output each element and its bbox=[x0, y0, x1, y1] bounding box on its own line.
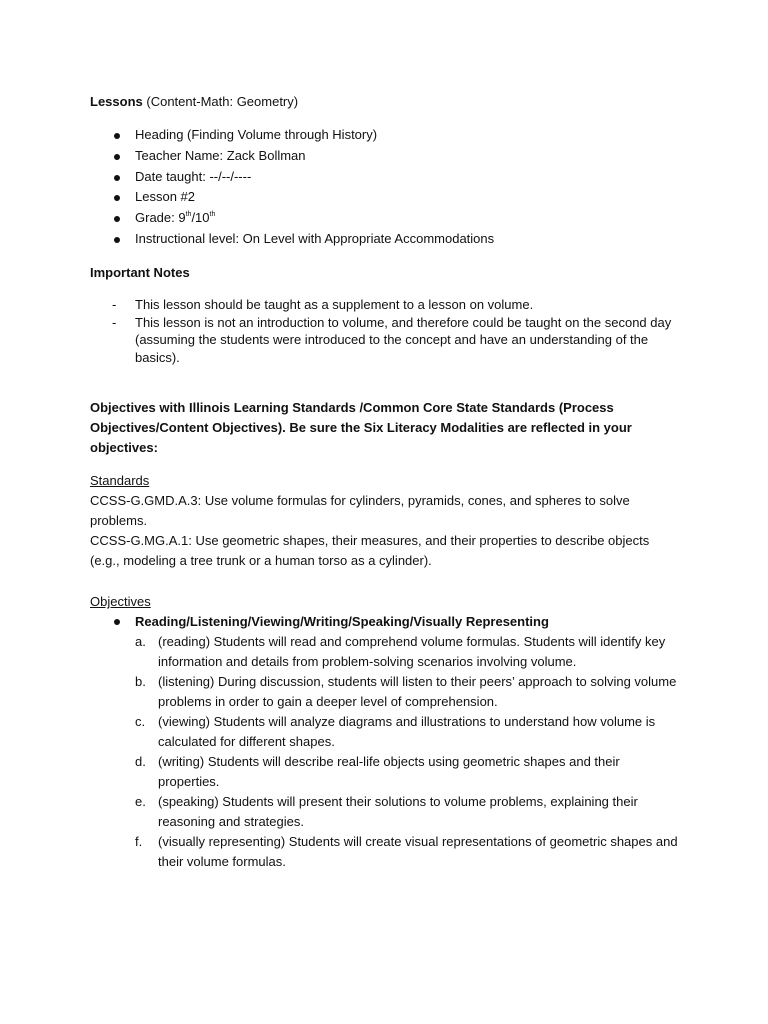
grade-prefix: Grade: 9 bbox=[135, 210, 186, 226]
lessons-heading bbox=[90, 92, 680, 112]
lesson-item-date: Date taught: --/--/---- bbox=[90, 167, 680, 188]
notes-heading bbox=[90, 263, 680, 283]
grade-sup-2: th bbox=[209, 211, 216, 219]
standard-item: CCSS-G.GMD.A.3: Use volume formulas for cylinders, pyramids, cones, and spheres to solve problems. bbox=[90, 493, 630, 528]
objectives-modalities-bullet bbox=[90, 612, 680, 632]
note-item: - This lesson is not an introduction to volume, and therefore could be taught on the second day (assuming the students were introduced to the concept and have an understanding of the basics). bbox=[90, 314, 680, 367]
objectives-section bbox=[90, 592, 680, 872]
objectives-standards-heading-text: Objectives with Illinois Learning Standards /Common Core State Standards (Process Objectives/Content Objectives). Be sure the Six Literacy Modalities are reflected in your objectives: bbox=[90, 400, 632, 455]
objective-text: (listening) During discussion, students will listen to their peers’ approach to solving volume problems in order to gain a deeper level of comprehension. bbox=[158, 674, 677, 709]
lesson-item-teacher: Teacher Name: Zack Bollman bbox=[90, 146, 680, 167]
notes-title: Important Notes bbox=[90, 265, 190, 280]
objective-text: (writing) Students will describe real-life objects using geometric shapes and their properties. bbox=[158, 754, 620, 789]
objective-text: (visually representing) Students will create visual representations of geometric shapes and their volume formulas. bbox=[158, 834, 678, 869]
grade-sup-1: th bbox=[185, 211, 192, 219]
objective-item bbox=[90, 712, 680, 752]
lesson-item-number: Lesson #2 bbox=[90, 187, 680, 208]
objectives-standards-heading bbox=[90, 398, 660, 458]
objective-marker: c. bbox=[135, 714, 146, 729]
objective-marker: a. bbox=[135, 634, 146, 649]
objective-item bbox=[90, 832, 680, 872]
objective-marker: f. bbox=[135, 834, 143, 849]
objectives-title: Objectives bbox=[90, 594, 151, 609]
objective-text: (reading) Students will read and comprehend volume formulas. Students will identify key information and details from problem-solving scenarios involving volume. bbox=[158, 634, 666, 669]
objective-text: (viewing) Students will analyze diagrams and illustrations to understand how volume is calculated for different shapes. bbox=[158, 714, 656, 749]
objective-marker: e. bbox=[135, 794, 146, 809]
objectives-sub-list bbox=[90, 632, 680, 872]
objective-item bbox=[90, 672, 680, 712]
grade-mid: /10 bbox=[191, 210, 210, 226]
objective-text: (speaking) Students will present their solutions to volume problems, explaining their reasoning and strategies. bbox=[158, 794, 638, 829]
notes-list bbox=[90, 296, 680, 366]
lessons-subtitle: (Content-Math: Geometry) bbox=[146, 94, 299, 109]
lesson-item-heading: Heading (Finding Volume through History) bbox=[90, 125, 680, 146]
objective-marker: b. bbox=[135, 674, 146, 689]
note-item: - This lesson should be taught as a supplement to a lesson on volume. bbox=[90, 296, 680, 314]
standard-item: CCSS-G.MG.A.1: Use geometric shapes, their measures, and their properties to describe objects (e.g., modeling a tree trunk or a human torso as a cylinder). bbox=[90, 533, 650, 568]
objective-item bbox=[90, 632, 680, 672]
objective-marker: d. bbox=[135, 754, 146, 769]
lessons-list bbox=[90, 125, 680, 250]
standards-title: Standards bbox=[90, 473, 150, 488]
objective-item bbox=[90, 752, 680, 792]
lesson-item-grade bbox=[90, 208, 680, 229]
lesson-item-level: Instructional level: On Level with Appropriate Accommodations bbox=[90, 229, 680, 250]
objectives-modalities-text: Reading/Listening/Viewing/Writing/Speaking/Visually Representing bbox=[135, 614, 549, 629]
objective-item bbox=[90, 792, 680, 832]
standards-section bbox=[90, 471, 680, 571]
lessons-title: Lessons bbox=[90, 94, 143, 109]
